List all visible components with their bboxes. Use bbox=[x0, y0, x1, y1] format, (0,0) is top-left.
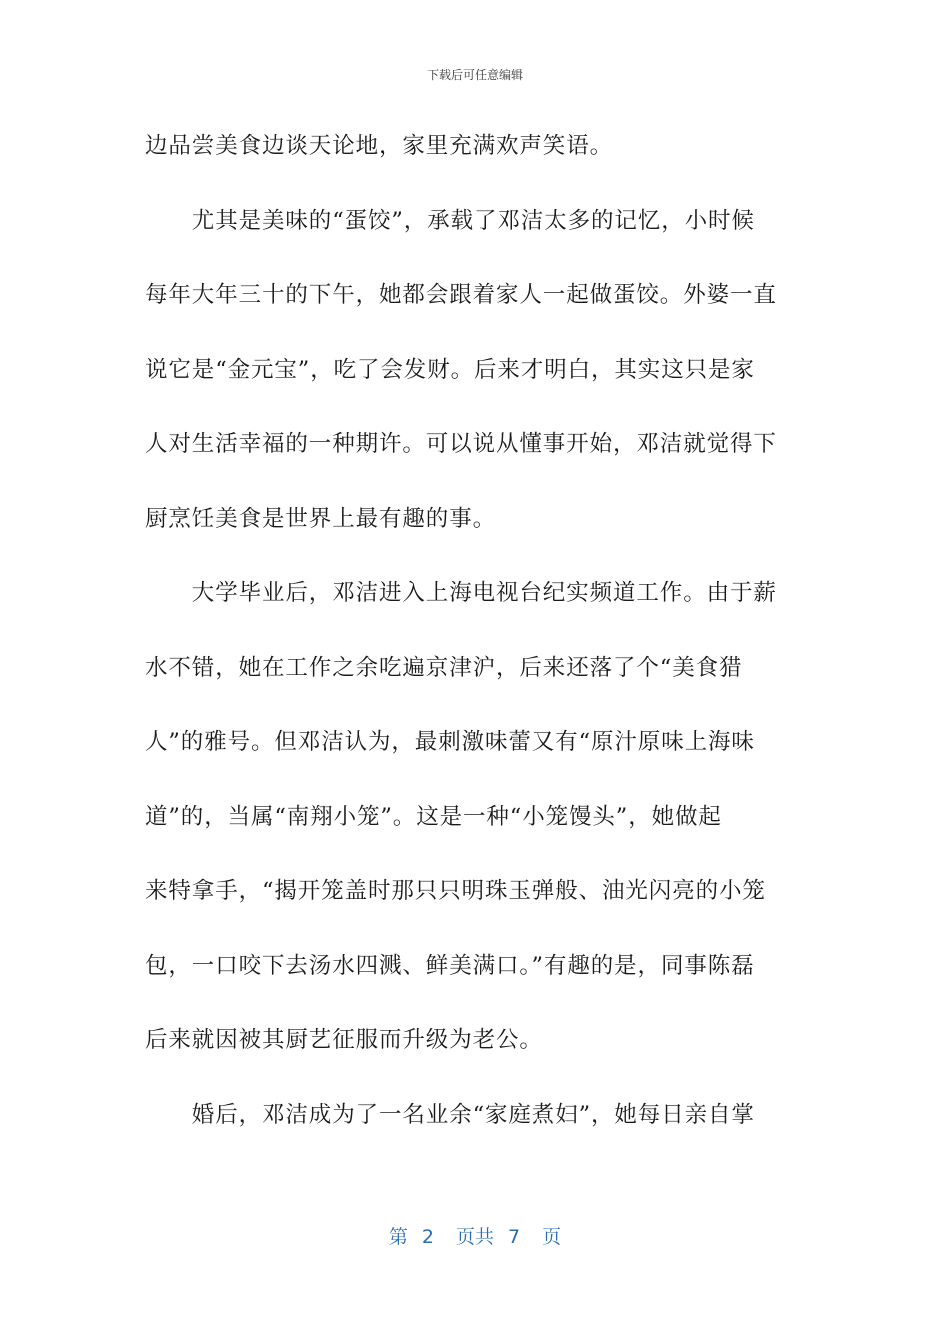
text-line: 人对生活幸福的一种期许。可以说从懂事开始，邓洁就觉得下 bbox=[145, 431, 777, 457]
text-line: 来特拿手，“揭开笼盖时那只只明珠玉弹般、油光闪亮的小笼 bbox=[145, 878, 766, 904]
document-body bbox=[145, 122, 795, 1165]
text-line: 婚后，邓洁成为了一名业余“家庭煮妇”，她每日亲自掌 bbox=[145, 1101, 755, 1128]
text-line: 道”的，当属“南翔小笼”。这是一种“小笼馒头”，她做起 bbox=[145, 803, 722, 830]
page-footer bbox=[0, 1222, 950, 1249]
text-line: 后来就因被其厨艺征服而升级为老公。 bbox=[145, 1027, 543, 1053]
footer-suffix: 页 bbox=[542, 1226, 562, 1248]
text-line: 包，一口咬下去汤水四溅、鲜美满口。”有趣的是，同事陈磊 bbox=[145, 952, 755, 979]
footer-middle: 页共 bbox=[455, 1226, 494, 1248]
text-line: 人”的雅号。但邓洁认为，最刺激味蕾又有“原汁原味上海味 bbox=[145, 729, 755, 755]
text-line: 尤其是美味的“蛋饺”，承载了邓洁太多的记忆，小时候 bbox=[145, 207, 755, 234]
text-line: 边品尝美食边谈天论地，家里充满欢声笑语。 bbox=[145, 133, 614, 159]
text-line: 每年大年三十的下午，她都会跟着家人一起做蛋饺。外婆一直 bbox=[145, 282, 777, 308]
total-page-count: 7 bbox=[508, 1226, 521, 1248]
footer-prefix: 第 bbox=[388, 1226, 408, 1248]
text-line: 厨烹饪美食是世界上最有趣的事。 bbox=[145, 505, 497, 532]
text-line: 水不错，她在工作之余吃遍京津沪，后来还落了个“美食猎 bbox=[145, 654, 743, 681]
text-line: 说它是“金元宝”，吃了会发财。后来才明白，其实这只是家 bbox=[145, 356, 755, 383]
current-page-number: 2 bbox=[421, 1226, 434, 1248]
text-line: 大学毕业后，邓洁进入上海电视台纪实频道工作。由于薪 bbox=[145, 580, 777, 606]
page-header: 下载后可任意编辑 bbox=[426, 68, 523, 82]
